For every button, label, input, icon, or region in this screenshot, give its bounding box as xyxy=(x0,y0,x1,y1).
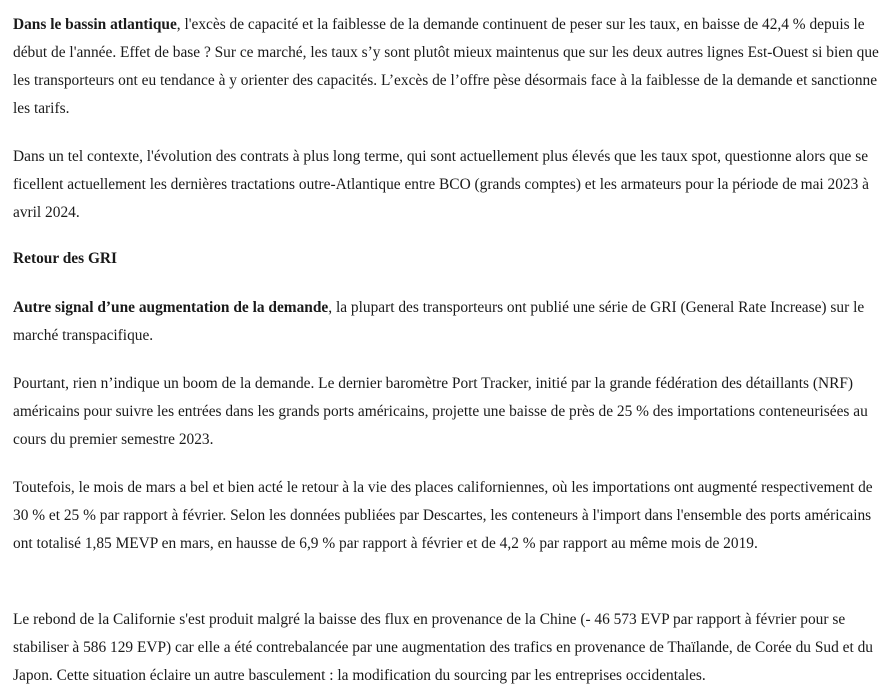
paragraph-march-imports xyxy=(13,474,889,558)
paragraph-port-tracker xyxy=(13,370,889,454)
paragraph-text: Toutefois, le mois de mars a bel et bien acté le retour à la vie des places californiennes, où les importations ont augmenté respectivement de 30 % et 25 % par rapport à février. Selon les données publiées par Descartes, les conteneurs à l'import dans l'ensemble des ports américains ont totalisé 1,85 MEVP en mars, en hausse de 6,9 % par rapport à février et de 4,2 % par rapport au même mois de 2019. xyxy=(13,479,873,552)
paragraph-text: , l'excès de capacité et la faiblesse de la demande continuent de peser sur les taux, en baisse de 42,4 % depuis le début de l'année. Effet de base ? Sur ce marché, les taux s’y sont plutôt mieux maintenus que sur les deux autres lignes Est-Ouest si bien que les transporteurs ont eu tendance à y orienter des capacités. L’excès de l’offre pèse désormais face à la faiblesse de la demande et sanctionne les tarifs. xyxy=(13,16,879,117)
section-heading: Retour des GRI xyxy=(13,250,118,267)
paragraph-gri xyxy=(13,294,889,350)
paragraph-lead: Autre signal d’une augmentation de la demande xyxy=(13,299,329,316)
paragraph-text: Dans un tel contexte, l'évolution des contrats à plus long terme, qui sont actuellement plus élevés que les taux spot, questionne alors que se ficellent actuellement les dernières tractations outre-Atlantique entre BCO (grands comptes) et les armateurs pour la période de mai 2023 à avril 2024. xyxy=(13,148,869,221)
paragraph-text: Le rebond de la Californie s'est produit malgré la baisse des flux en provenance de la Chine (- 46 573 EVP par rapport à février pour se stabiliser à 586 129 EVP) car elle a été contrebalancée par une augmentation des trafics en provenance de Thaïlande, de Corée du Sud et du Japon. Cette situation éclaire un autre basculement : la modification du sourcing par les entreprises occidentales. xyxy=(13,611,873,684)
paragraph-atlantic-basin xyxy=(13,11,889,123)
paragraph-california-rebound xyxy=(13,606,889,690)
paragraph-text: Pourtant, rien n’indique un boom de la demande. Le dernier baromètre Port Tracker, initié par la grande fédération des détaillants (NRF) américains pour suivre les entrées dans les grands ports américains, projette une baisse de près de 25 % des importations conteneurisées au cours du premier semestre 2023. xyxy=(13,375,868,448)
paragraph-contracts xyxy=(13,143,889,227)
paragraph-text: , la plupart des transporteurs ont publié une série de GRI (General Rate Increase) sur le marché transpacifique. xyxy=(13,299,865,344)
paragraph-lead: Dans le bassin atlantique xyxy=(13,16,177,33)
